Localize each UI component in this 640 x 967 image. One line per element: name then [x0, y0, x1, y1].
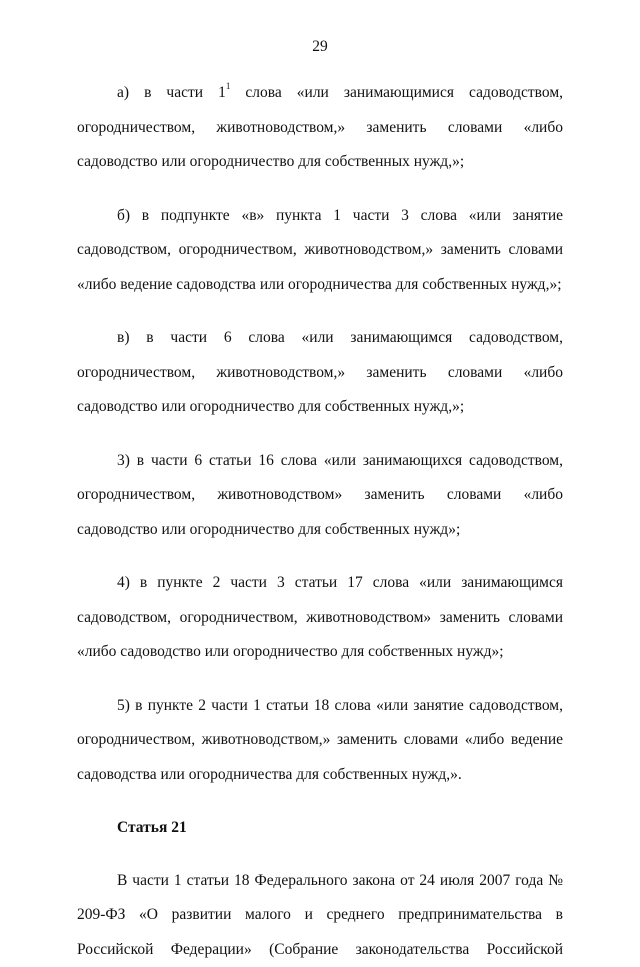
- paragraph-b: б) в подпункте «в» пункта 1 части 3 слова «или занятие садоводством, огородничеством, животноводством,» заменить словами «либо ведение садоводства или огородничества для собственных нужд,»;: [77, 199, 563, 303]
- article-heading: Статья 21: [77, 811, 563, 846]
- document-body: [77, 76, 563, 967]
- article-paragraph: В части 1 статьи 18 Федерального закона от 24 июля 2007 года № 209-ФЗ «О развитии малого и среднего предпринимательства в Российской Федерации» (Собрание законодательства Российской: [77, 864, 563, 967]
- paragraph-5: 5) в пункте 2 части 1 статьи 18 слова «или занятие садоводством, огородничеством, животноводством,» заменить словами «либо ведение садоводства или огородничества для собственных нужд,».: [77, 689, 563, 793]
- paragraph-4: 4) в пункте 2 части 3 статьи 17 слова «или занимающимся садоводством, огородничеством, животноводством» заменить словами «либо садоводство или огородничество для собственных нужд»;: [77, 566, 563, 670]
- paragraph-v: в) в части 6 слова «или занимающимся садоводством, огородничеством, животноводством,» заменить словами «либо садоводство или огородничество для собственных нужд,»;: [77, 321, 563, 425]
- paragraph-a: [77, 76, 563, 180]
- superscript: 1: [226, 81, 231, 91]
- paragraph-a-text: слова «или занимающимися садоводством, огородничеством, животноводством,» заменить словами «либо садоводство или огородничество для собственных нужд,»;: [77, 84, 563, 170]
- paragraph-a-prefix: а) в части 1: [117, 84, 226, 101]
- page-number: 29: [0, 38, 640, 56]
- paragraph-3: 3) в части 6 статьи 16 слова «или занимающихся садоводством, огородничеством, животноводством» заменить словами «либо садоводство или огородничество для собственных нужд»;: [77, 444, 563, 548]
